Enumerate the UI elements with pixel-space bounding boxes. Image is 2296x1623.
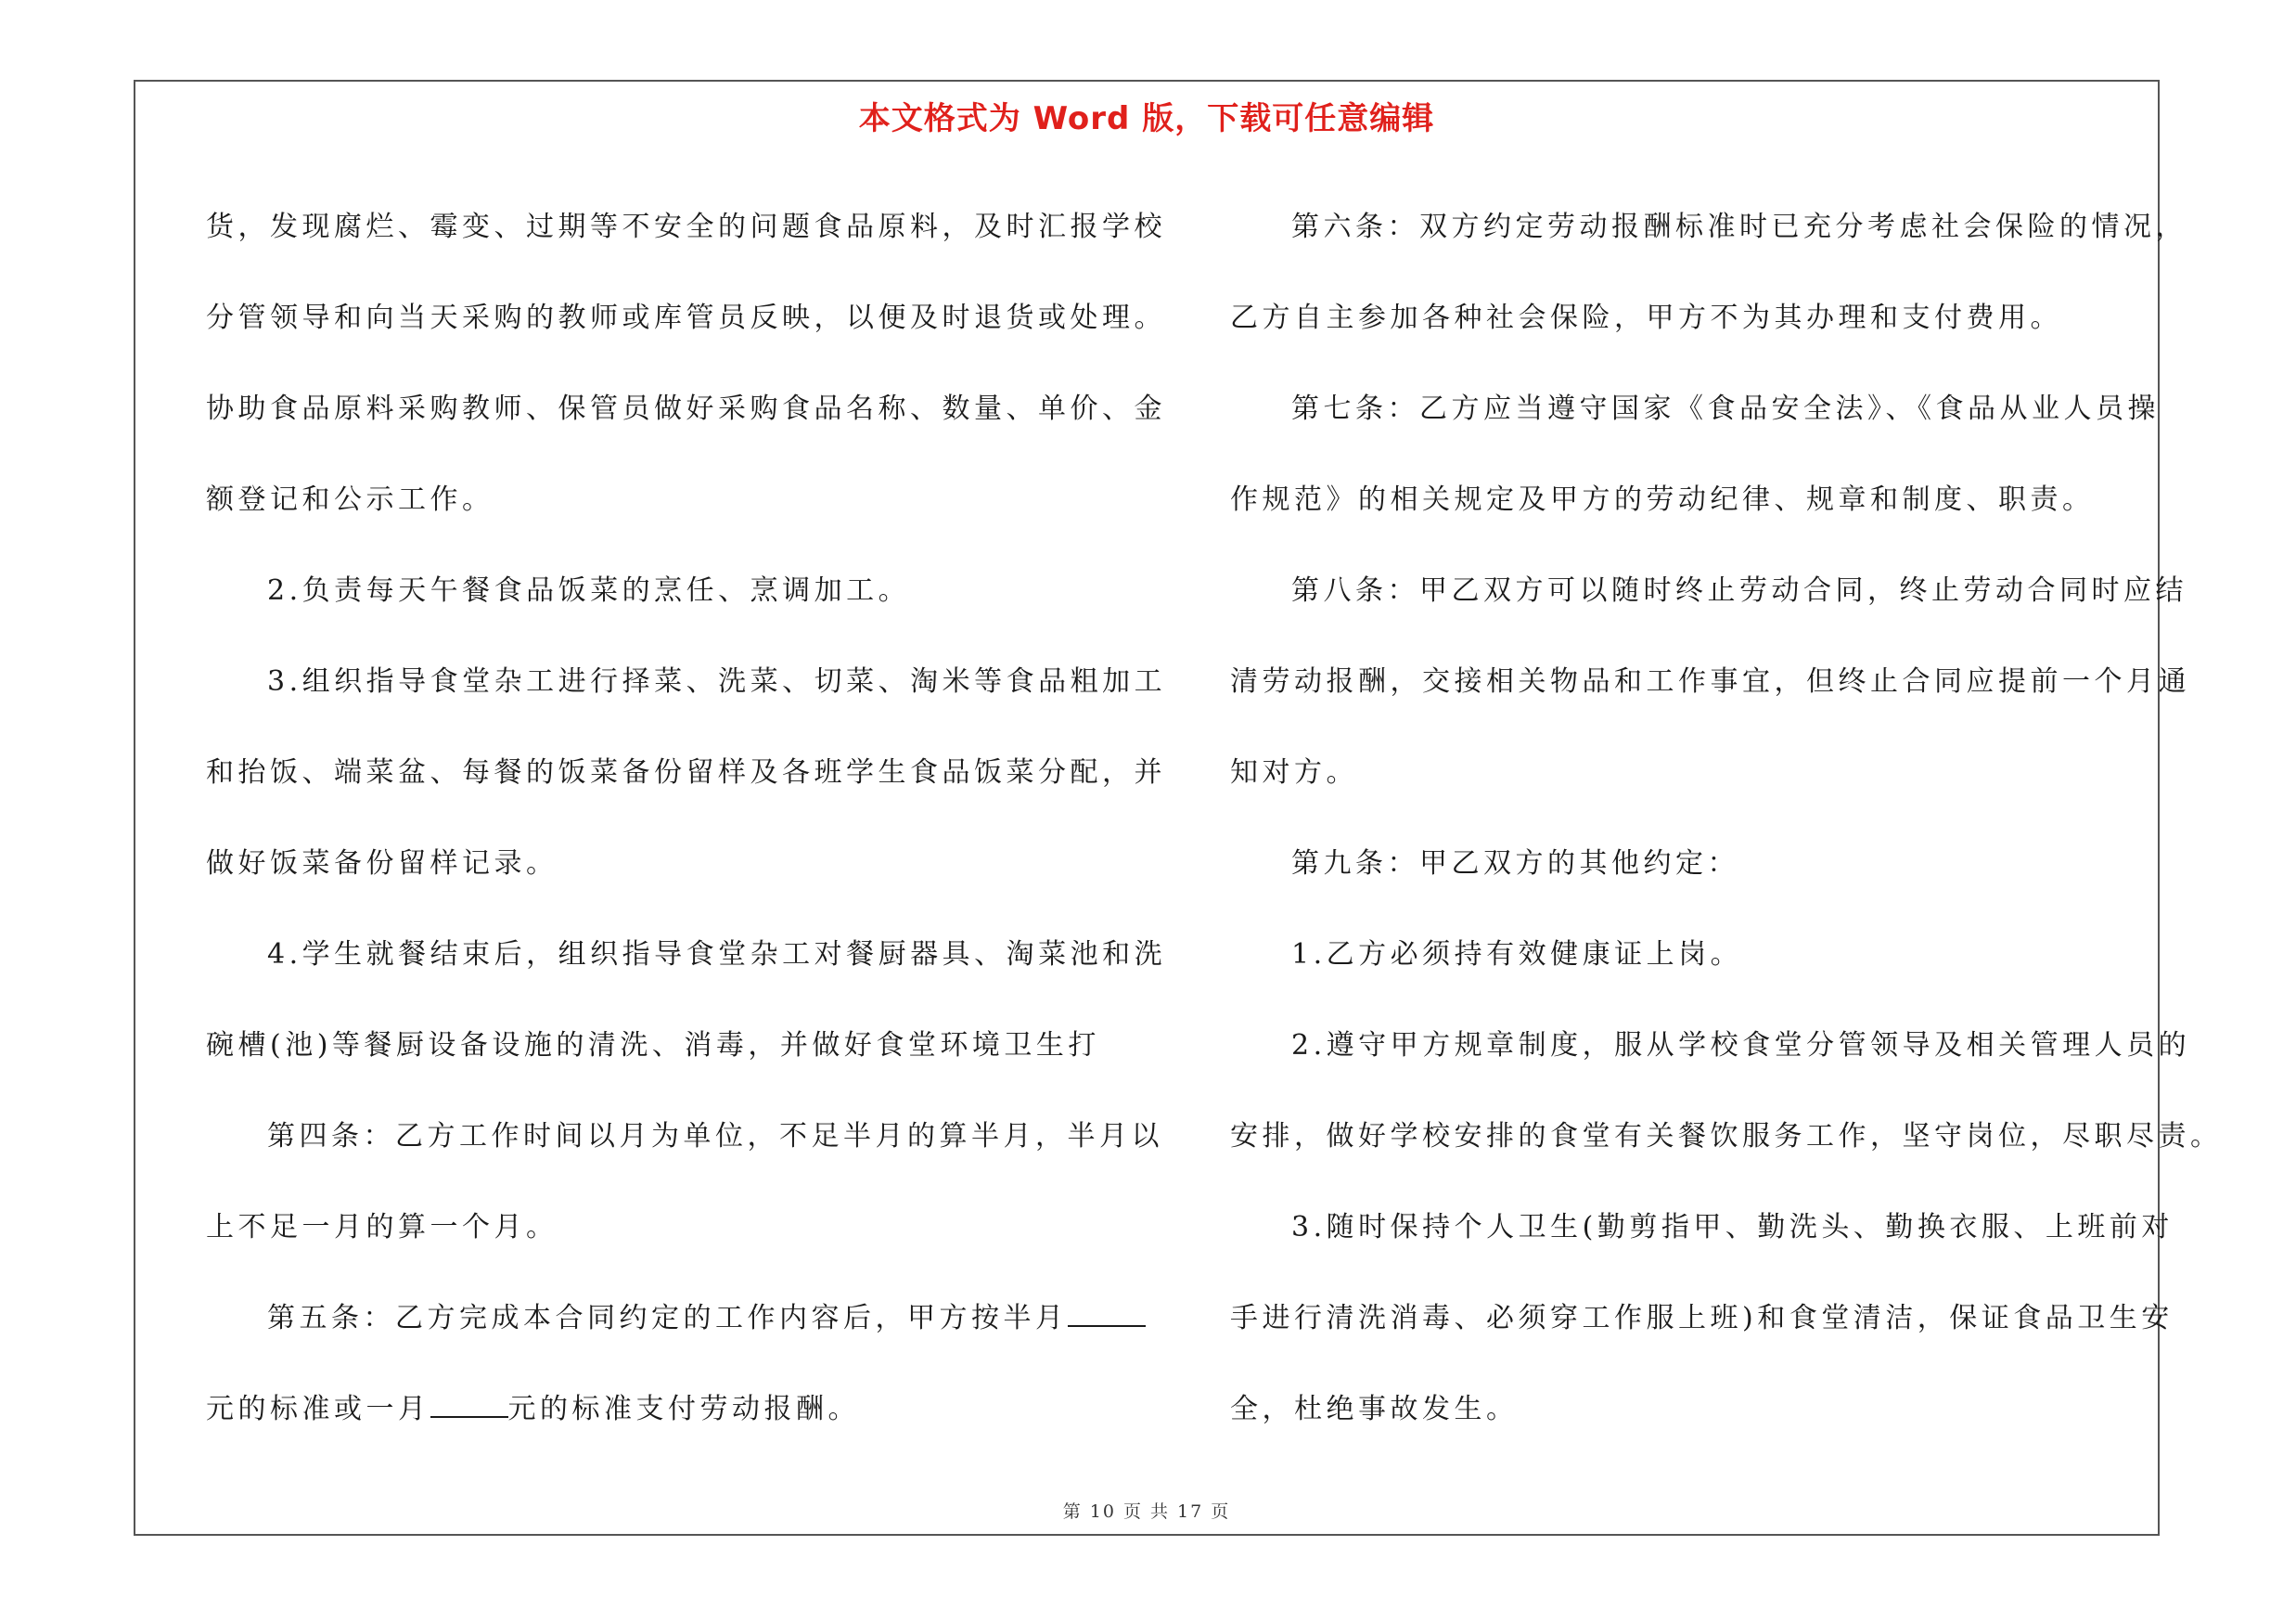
paragraph-line: 碗槽(池)等餐厨设备设施的清洗、消毒，并做好食堂环境卫生打	[206, 1029, 1100, 1062]
paragraph-line: 4.学生就餐结束后，组织指导食堂杂工对餐厨器具、淘菜池和洗	[267, 938, 1167, 971]
paragraph-line: 第七条：乙方应当遵守国家《食品安全法》、《食品从业人员操	[1291, 393, 2160, 425]
paragraph-line: 知对方。	[1230, 756, 1358, 789]
paragraph-line: 作规范》的相关规定及甲方的劳动纪律、规章和制度、职责。	[1230, 483, 2095, 516]
paragraph-line: 货，发现腐烂、霉变、过期等不安全的问题食品原料，及时汇报学校	[206, 211, 1166, 243]
paragraph-line: 和抬饭、端菜盆、每餐的饭菜备份留样及各班学生食品饭菜分配，并	[206, 756, 1166, 789]
paragraph-line: 协助食品原料采购教师、保管员做好采购食品名称、数量、单价、金	[206, 393, 1166, 425]
paragraph-line: 第四条：乙方工作时间以月为单位，不足半月的算半月，半月以	[267, 1120, 1163, 1153]
standard-payment-text: 元的标准支付劳动报酬。	[507, 1393, 860, 1425]
paragraph-line: 1.乙方必须持有效健康证上岗。	[1291, 938, 1743, 971]
paragraph-line: 手进行清洗消毒、必须穿工作服上班)和食堂清洁，保证食品卫生安	[1230, 1302, 2174, 1334]
fill-blank[interactable]	[430, 1396, 508, 1418]
right-column	[1230, 182, 2223, 1455]
standard-monthly-text: 元的标准或一月	[206, 1393, 430, 1425]
paragraph-line-with-blank	[206, 1364, 1134, 1455]
paragraph-line: 3.组织指导食堂杂工进行择菜、洗菜、切菜、淘米等食品粗加工	[267, 665, 1167, 698]
header-banner: 本文格式为 Word 版，下载可任意编辑	[858, 100, 1435, 137]
paragraph-line: 做好饭菜备份留样记录。	[206, 847, 558, 880]
paragraph-line: 分管领导和向当天采购的教师或库管员反映，以便及时退货或处理。	[206, 302, 1166, 334]
paragraph-line: 第九条：甲乙双方的其他约定：	[1291, 847, 1739, 880]
page-frame	[134, 80, 2223, 1536]
paragraph-line: 额登记和公示工作。	[206, 483, 494, 516]
page-number-footer: 第 10 页 共 17 页	[1062, 1501, 1231, 1522]
paragraph-line: 第八条：甲乙双方可以随时终止劳动合同，终止劳动合同时应结	[1291, 574, 2187, 607]
paragraph-line: 上不足一月的算一个月。	[206, 1211, 558, 1243]
paragraph-line: 2.遵守甲方规章制度，服从学校食堂分管领导及相关管理人员的	[1291, 1029, 2191, 1062]
paragraph-line: 安排，做好学校安排的食堂有关餐饮服务工作，坚守岗位，尽职尽责。	[1230, 1120, 2223, 1153]
paragraph-line-with-blank	[206, 1273, 1134, 1364]
left-column	[206, 182, 1167, 1455]
paragraph-line: 2.负责每天午餐食品饭菜的烹任、烹调加工。	[267, 574, 911, 607]
paragraph-line: 第六条：双方约定劳动报酬标准时已充分考虑社会保险的情况，	[1291, 211, 2187, 243]
paragraph-line: 3.随时保持个人卫生(勤剪指甲、勤洗头、勤换衣服、上班前对	[1291, 1211, 2174, 1243]
fill-blank[interactable]	[1068, 1305, 1146, 1327]
paragraph-line: 清劳动报酬，交接相关物品和工作事宜，但终止合同应提前一个月通	[1230, 665, 2190, 698]
paragraph-line: 乙方自主参加各种社会保险，甲方不为其办理和支付费用。	[1230, 302, 2062, 334]
paragraph-line: 全，杜绝事故发生。	[1230, 1393, 1519, 1425]
clause-five-text: 第五条：乙方完成本合同约定的工作内容后，甲方按半月	[267, 1302, 1068, 1334]
